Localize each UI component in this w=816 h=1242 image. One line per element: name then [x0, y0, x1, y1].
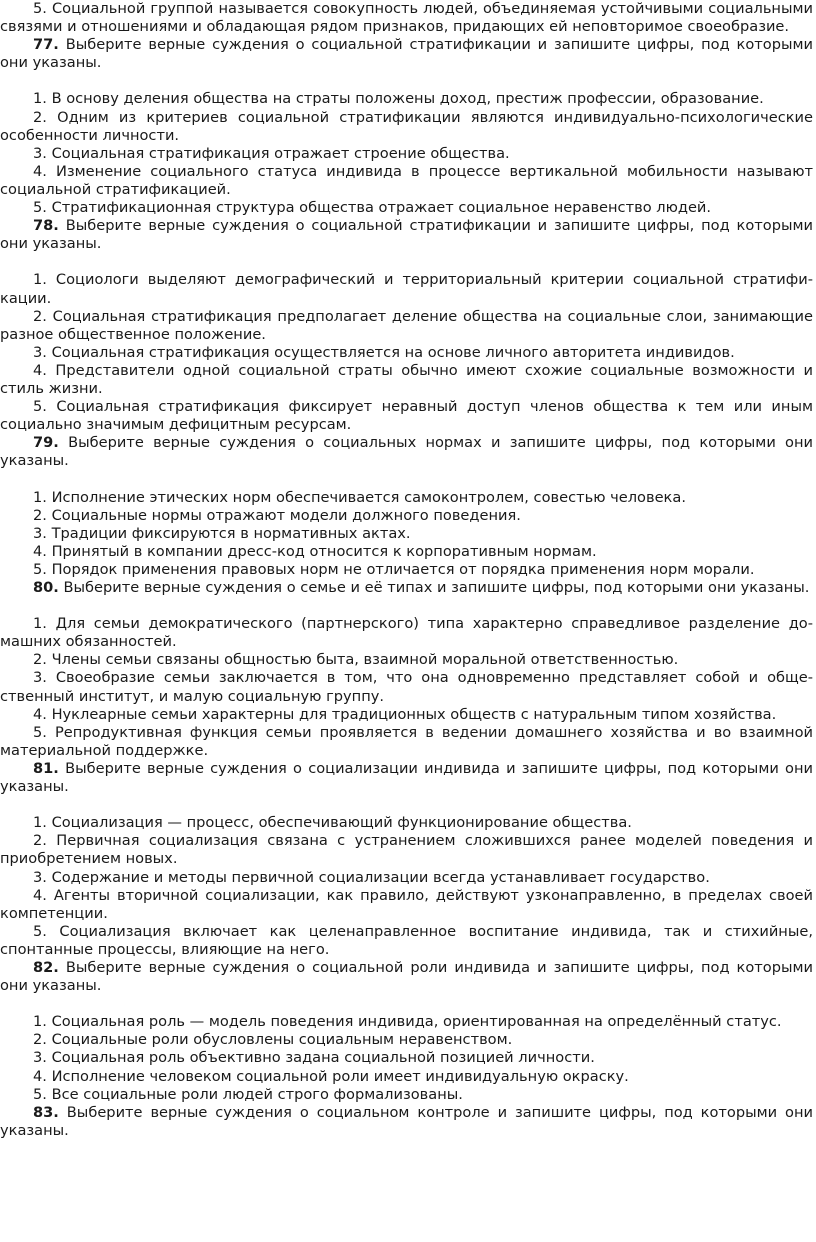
question-82-option-5: 5. Все социальные роли людей строго формализованы.: [33, 1085, 463, 1103]
question-77-option-4: 4. Изменение социального статуса индивида в процессе вертикальной мобильности называют социальной стратификацией.: [0, 162, 813, 198]
spacer: [0, 597, 813, 615]
spacer: [0, 470, 813, 488]
question-77-prompt: [0, 36, 813, 72]
question-82-option-2: 2. Социальные роли обусловлены социальным неравенством.: [33, 1031, 513, 1049]
question-80-option-2: 2. Члены семьи связаны общностью быта, взаимной моральной ответственностью.: [33, 651, 679, 669]
question-text: Выберите верные суждения о семье и её типах и запишите цифры, под которыми они указаны.: [63, 579, 810, 596]
question-text: Выберите верные суждения о социальном контроле и запишите цифры, под которыми они указаны.: [0, 1103, 814, 1139]
lead-item: 5. Социальной группой называется совокупность людей, объединяемая устойчивыми социальными связями и отношениями и обладающая рядом признаков, придающих ей неповторимое своеобразие.: [0, 0, 813, 36]
spacer: [0, 72, 813, 90]
question-78-prompt: [0, 217, 813, 253]
question-79-option-5: 5. Порядок применения правовых норм не отличается от порядка применения норм морали.: [33, 560, 755, 578]
question-81-option-4: 4. Агенты вторичной социализации, как правило, действуют узконаправленно, в пределах своей компетенции.: [0, 886, 813, 922]
question-78-option-1: 1. Социологи выделяют демографический и территориальный критерии социальной стратификации.: [0, 271, 813, 307]
question-82-prompt: [0, 959, 813, 995]
question-78-option-5: 5. Социальная стратификация фиксирует неравный доступ членов общества к тем или иным социально значимым дефицитным ресурсам.: [0, 398, 813, 434]
question-77-option-5: 5. Стратификационная структура общества отражает социальное неравенство людей.: [33, 199, 712, 217]
question-81-option-2: 2. Первичная социализация связана с устранением сложившихся ранее моделей поведения и приобретением новых.: [0, 832, 813, 868]
spacer: [0, 253, 813, 271]
question-77-option-3: 3. Социальная стратификация отражает строение общества.: [33, 144, 510, 162]
question-79-option-4: 4. Принятый в компании дресс-код относится к корпоративным нормам.: [33, 542, 597, 560]
question-78-option-3: 3. Социальная стратификация осуществляется на основе личного авторитета индивидов.: [33, 343, 735, 361]
question-number: 80.: [33, 579, 59, 596]
question-text: Выберите верные суждения о социальной стратификации и запишите цифры, под которыми они указаны.: [0, 217, 814, 253]
question-79-option-1: 1. Исполнение этических норм обеспечивается самоконтролем, совестью человека.: [33, 488, 686, 506]
question-83-prompt: [0, 1104, 813, 1140]
spacer: [0, 995, 813, 1013]
question-80-prompt: [0, 579, 813, 597]
question-number: 79.: [33, 434, 59, 452]
question-80-option-5: 5. Репродуктивная функция семьи проявляется в ведении домашнего хозяйства и во взаимной материальной поддержке.: [0, 723, 813, 759]
spacer: [0, 796, 813, 814]
question-78-option-2: 2. Социальная стратификация предполагает деление общества на социальные слои, занимающие разное общественное положение.: [0, 307, 813, 343]
question-82-option-3: 3. Социальная роль объективно задана социальной позицией личности.: [33, 1049, 595, 1067]
question-78-option-4: 4. Представители одной социальной страты обычно имеют схожие социальные возможности и стиль жизни.: [0, 361, 813, 397]
question-81-option-5: 5. Социализация включает как целенаправленное воспитание индивида, так и стихийные, спонтанные процессы, влияющие на него.: [0, 922, 813, 958]
question-77-option-1: 1. В основу деления общества на страты положены доход, престиж профессии, образование.: [33, 90, 764, 108]
question-number: 83.: [33, 1103, 59, 1121]
question-81-option-1: 1. Социализация — процесс, обеспечивающий функционирование общества.: [33, 814, 632, 832]
question-80-option-1: 1. Для семьи демократического (партнерского) типа характерно справедливое разделение домашних обязанностей.: [0, 615, 813, 651]
question-number: 77.: [33, 36, 59, 54]
question-77-option-2: 2. Одним из критериев социальной стратификации являются индивидуально-психологические особенности личности.: [0, 108, 813, 144]
question-82-option-4: 4. Исполнение человеком социальной роли имеет индивидуальную окраску.: [33, 1067, 629, 1085]
question-number: 82.: [33, 958, 59, 976]
question-80-option-3: 3. Своеобразие семьи заключается в том, что она одновременно представляет собой и общественный институт, и малую социальную группу.: [0, 669, 813, 705]
question-number: 78.: [33, 217, 59, 235]
question-81-prompt: [0, 760, 813, 796]
question-79-prompt: [0, 434, 813, 470]
question-text: Выберите верные суждения о социальных нормах и запишите цифры, под которыми они указаны.: [0, 434, 813, 470]
question-text: Выберите верные суждения о социализации индивида и запишите цифры, под которыми они указаны.: [0, 759, 813, 796]
question-81-option-3: 3. Содержание и методы первичной социализации всегда устанавливает государство.: [33, 868, 710, 886]
question-80-option-4: 4. Нуклеарные семьи характерны для традиционных обществ с натуральным типом хозяйства.: [33, 705, 777, 723]
question-text: Выберите верные суждения о социальной роли индивида и запишите цифры, под которыми они указаны.: [0, 958, 813, 995]
question-79-option-2: 2. Социальные нормы отражают модели должного поведения.: [33, 506, 521, 524]
question-82-option-1: 1. Социальная роль — модель поведения индивида, ориентированная на определённый статус.: [33, 1013, 782, 1031]
question-text: Выберите верные суждения о социальной стратификации и запишите цифры, под которыми они указаны.: [0, 36, 814, 72]
question-number: 81.: [33, 759, 59, 777]
question-79-option-3: 3. Традиции фиксируются в нормативных актах.: [33, 524, 411, 542]
